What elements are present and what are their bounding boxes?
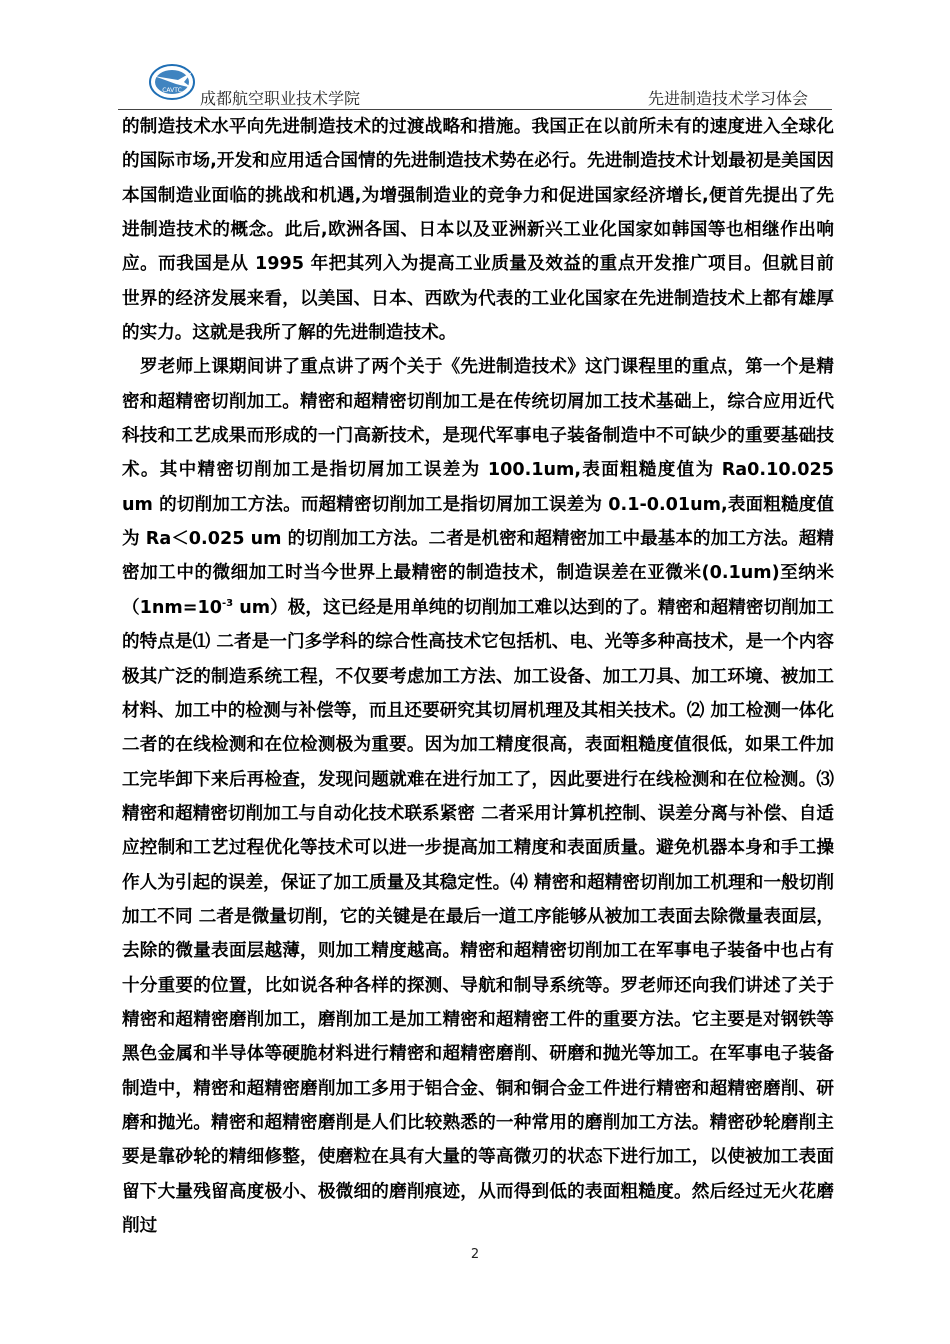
exponent: -3 bbox=[221, 597, 234, 609]
cavtc-logo-icon bbox=[148, 62, 196, 102]
paragraph-2-part-2: um）极，这已经是用单纯的切削加工难以达到的了。精密和超精密切削加工的特点是⑴ 二者是一门多学科的综合性高技术它包括机、电、光等多种高技术，是一个内容极其广泛的制造系统工程，不仅要考虑加工方法、加工设备、加工刀具、加工环境、被加工材料、加工中的检测与补偿等，而且还要研究其切屑机理及其相关技术。⑵ 加工检测一体化 二者的在线检测和在位检测极为重要。因为加工精度很高，表面粗糙度值很低，如果工件加工完毕卸下来后再检查，发现问题就难在进行加工了，因此要进行在线检测和在位检测。⑶ 精密和超精密切削加工与自动化技术联系紧密 二者采用计算机控制、误差分离与补偿、自适应控制和工艺过程优化等技术可以进一步提高加工精度和表面质量。避免机器本身和手工操作人为引起的误差，保证了加工质量及其稳定性。⑷ 精密和超精密切削加工机理和一般切削加工不同 二者是微量切削，它的关键是在最后一道工序能够从被加工表面去除微量表面层，去除的微量表面层越薄，则加工精度越高。精密和超精密切削加工在军事电子装备中也占有十分重要的位置，比如说各种各样的探测、导航和制导系统等。罗老师还向我们讲述了关于精密和超精密磨削加工，磨削加工是加工精密和超精密工件的重要方法。它主要是对钢铁等黑色金属和半导体等硬脆材料进行精密和超精密磨削、研磨和抛光等加工。在军事电子装备制造中，精密和超精密磨削加工多用于铝合金、铜和铜合金工件进行精密和超精密磨削、研磨和抛光。精密和超精密磨削是人们比较熟悉的一种常用的磨削加工方法。精密砂轮磨削主要是靠砂轮的精细修整，使磨粒在具有大量的等高微刃的状态下进行加工，以使被加工表面留下大量残留高度极小、极微细的磨削痕迹，从而得到低的表面粗糙度。然后经过无火花磨削过 bbox=[122, 597, 834, 1236]
paragraph-2-part-1: 罗老师上课期间讲了重点讲了两个关于《先进制造技术》这门课程里的重点，第一个是精密和超精密切削加工。精密和超精密切削加工是在传统切屑加工技术基础上，综合应用近代科技和工艺成果而形成的一门高新技术，是现代军事电子装备制造中不可缺少的重要基础技术。其中精密切削加工是指切屑加工误差为 100.1um,表面粗糙度值为 Ra0.10.025 um 的切削加工方法。而超精密切削加工是指切屑加工误差为 0.1-0.01um,表面粗糙度值为 Ra＜0.025 um 的切削加工方法。二者是机密和超精密加工中最基本的加工方法。超精密加工中的微细加工时当今世界上最精密的制造技术，制造误差在亚微米(0.1um)至纳米（1nm=10 bbox=[122, 357, 834, 618]
logo-text: CAVTC bbox=[162, 87, 182, 94]
paragraph-2 bbox=[122, 350, 834, 1243]
paragraph-1: 的制造技术水平向先进制造技术的过渡战略和措施。我国正在以前所未有的速度进入全球化的国际市场,开发和应用适合国情的先进制造技术势在必行。先进制造技术计划最初是美国因本国制造业面临的挑战和机遇,为增强制造业的竞争力和促进国家经济增长,便首先提出了先进制造技术的概念。此后,欧洲各国、日本以及亚洲新兴工业化国家如韩国等也相继作出响应。而我国是从 1995 年把其列入为提高工业质量及效益的重点开发推广项目。但就目前世界的经济发展来看，以美国、日本、西欧为代表的工业化国家在先进制造技术上都有雄厚的实力。这就是我所了解的先进制造技术。 bbox=[122, 117, 834, 344]
document-body bbox=[122, 110, 834, 1243]
header-title: 先进制造技术学习体会 bbox=[647, 89, 808, 108]
page-header bbox=[0, 0, 950, 112]
header-institution: 成都航空职业技术学院 bbox=[200, 89, 361, 108]
page-number: 2 bbox=[470, 1247, 480, 1262]
